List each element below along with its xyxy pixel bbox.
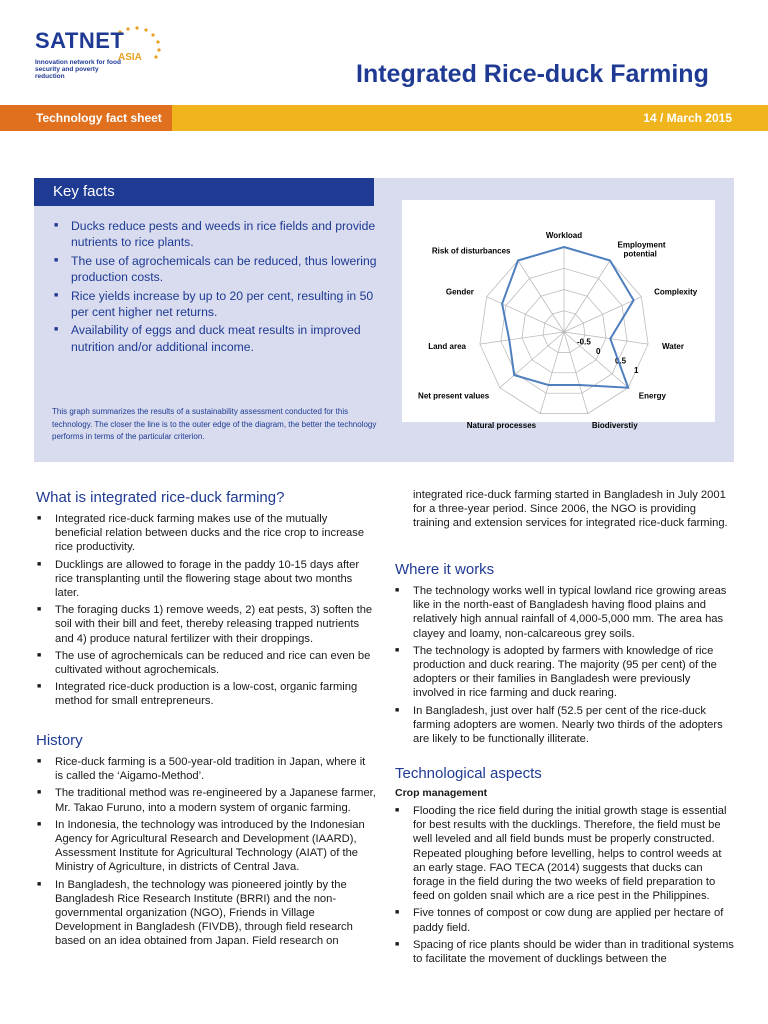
radar-tick-label: 0.5	[615, 356, 627, 366]
radar-tick-label: 0	[596, 347, 601, 356]
list-item: ■ The traditional method was re-engineered by a Japanese farmer, Mr. Takao Furuno, into a modern system of organic farming.	[36, 786, 376, 814]
radar-series-line	[502, 247, 633, 388]
list-item: ■ The technology is adopted by farmers with knowledge of rice production and duck rearing. The majority (95 per cent) of the adopters or their families in Bangladesh were previously involved in rice farming and duck rearing.	[394, 644, 734, 701]
history-continued: integrated rice-duck farming started in Bangladesh in July 2001 for a three-year period. Since 2006, the NGO is providing training and extension services for integrated rice-duck farming.	[413, 489, 728, 530]
key-facts-title: Key facts	[53, 183, 115, 200]
radar-axis-label: Workload	[545, 231, 583, 240]
key-fact-item: ■ Ducks reduce pests and weeds in rice fields and provide nutrients to rice plants.	[52, 218, 380, 251]
list-item: ■ Integrated rice-duck farming makes use of the mutually beneficial relation between ducks and the rice crop to increase rice productivity.	[36, 512, 376, 555]
key-fact-item: ■ The use of agrochemicals can be reduced, thus lowering production costs.	[52, 253, 380, 286]
radar-axis-label: Employment potential	[617, 240, 666, 259]
radar-axis-label: Gender	[445, 287, 474, 297]
radar-tick-label: -0.5	[577, 337, 591, 347]
key-fact-item: ■ Rice yields increase by up to 20 per cent, resulting in 50 per cent higher net returns.	[52, 288, 380, 321]
radar-axis-label: Risk of disturbances	[431, 246, 511, 256]
radar-axis-label: Net present values	[418, 391, 490, 401]
radar-chart-panel	[402, 200, 715, 431]
list-item: ■ Five tonnes of compost or cow dung are applied per hectare of paddy field.	[394, 906, 734, 934]
key-facts-list	[52, 218, 380, 357]
list-item: ■ In Bangladesh, the technology was pioneered jointly by the Bangladesh Rice Research Institute (BRRI) and the non-governmental organization (NGO), Friends in Village Development in Bangladesh (FIVDB), through field research based on an idea obtained from Japan. Field research on	[36, 878, 376, 949]
list-item: ■ Integrated rice-duck production is a low-cost, organic farming method for small entrepreneurs.	[36, 680, 376, 708]
radar-axis-label: Natural processes	[466, 421, 537, 431]
radar-axis-label: Energy	[638, 391, 666, 401]
section-title-tech: Technological aspects	[395, 765, 542, 782]
radar-axis-label: Land area	[428, 341, 466, 351]
where-list	[394, 584, 734, 749]
what-is-list	[36, 512, 376, 712]
radar-axis-label: Complexity	[654, 287, 698, 297]
list-item: ■ Ducklings are allowed to forage in the paddy 10-15 days after rice transplanting until the flowering stage about two months later.	[36, 558, 376, 601]
tech-list	[394, 804, 734, 969]
chart-caption: This graph summarizes the results of a sustainability assessment conducted for this technology. The closer the line is to the outer edge of the diagram, the better the technology performs in terms of the particular criterion.	[52, 407, 377, 442]
document-type-label: Technology fact sheet	[36, 111, 162, 125]
document-date: 14 / March 2015	[643, 111, 732, 125]
list-item: ■ Flooding the rice field during the initial growth stage is essential for best results with the ducklings. Therefore, the field must be well leveled and all field bunds must be properly constructed. Repeated ploughing before levelling, helps to control weeds at an early stage. FAO TECA (2014) suggests that ducks can forage in the field during the two weeks of field preparation to feed on golden snail which are a rice pest in the Philippines.	[394, 804, 734, 903]
logo-wordmark: SATNET	[35, 28, 125, 53]
list-item: ■ The technology works well in typical lowland rice growing areas like in the north-east of Bangladesh having flood plains and relatively high annual rainfall of 4,000-5,000 mm. The area has clayey and loamy, non-calcareous grey soils.	[394, 584, 734, 641]
radar-tick-label: 1	[634, 366, 639, 375]
list-item: ■ In Indonesia, the technology was introduced by the Indonesian Agency for Agricultural Research and Development (IAARD), Assessment Institute for Agricultural Technology (AIAT) of the Ministry of Agriculture, in districts of Central Java.	[36, 818, 376, 875]
list-item: ■ In Bangladesh, just over half (52.5 per cent of the rice-duck farming adopters are women. Nearly two thirds of the adopters are likely to be functionally illiterate.	[394, 704, 734, 747]
section-title-where: Where it works	[395, 561, 495, 578]
logo-asia-label: ASIA	[118, 52, 142, 63]
radar-chart	[402, 200, 715, 431]
radar-axis-label: Water	[662, 341, 684, 351]
document-title: Integrated Rice-duck Farming	[356, 60, 709, 88]
list-item: ■ The use of agrochemicals can be reduced and rice can even be cultivated without agrochemicals.	[36, 649, 376, 677]
section-title-what-is: What is integrated rice-duck farming?	[36, 489, 285, 506]
history-list	[36, 755, 376, 952]
list-item: ■ Spacing of rice plants should be wider than in traditional systems to facilitate the movement of ducklings between the	[394, 938, 734, 966]
key-fact-item: ■ Availability of eggs and duck meat results in improved nutrition and/or additional income.	[52, 322, 380, 355]
list-item: ■ The foraging ducks 1) remove weeds, 2) eat pests, 3) soften the soil with their bill and feet, thereby releasing trapped nutrients and 4) produce natural fertilizer with their droppings.	[36, 603, 376, 646]
radar-spoke	[480, 332, 564, 344]
section-title-history: History	[36, 732, 83, 749]
list-item: ■ Rice-duck farming is a 500-year-old tradition in Japan, where it is called the ‘Aigamo-Method’.	[36, 755, 376, 783]
radar-axis-label: Biodiverstiy	[591, 421, 638, 431]
logo-tagline: Innovation network for food security and poverty reduction	[35, 59, 121, 80]
subsection-title-crop: Crop management	[395, 787, 488, 799]
